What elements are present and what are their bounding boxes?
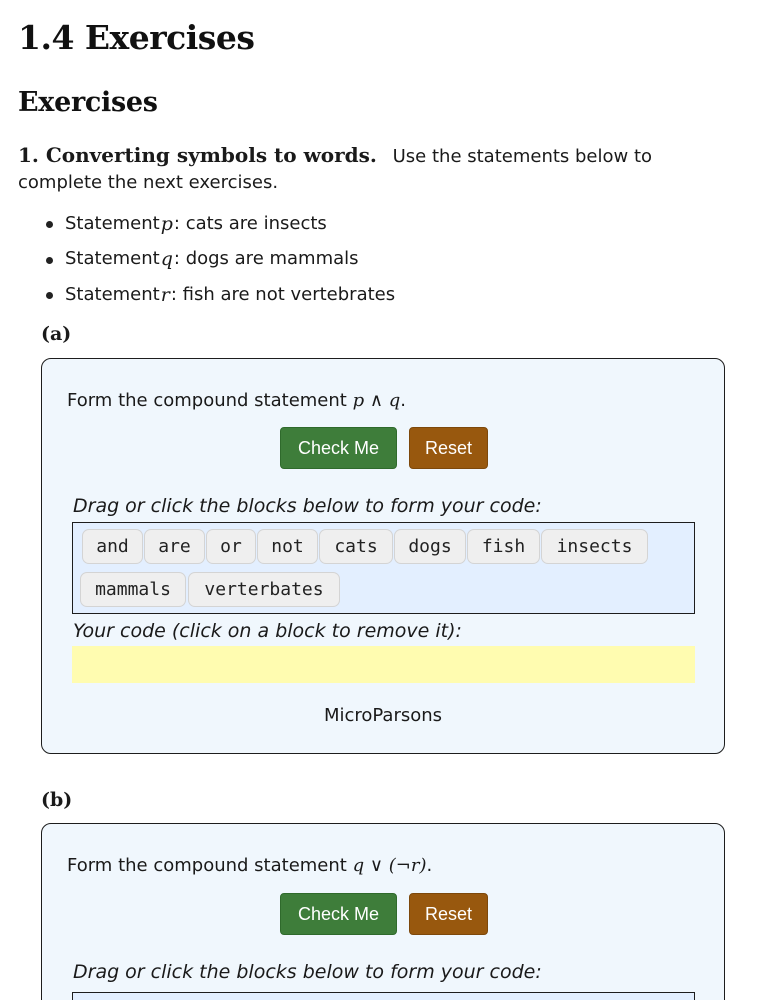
code-block[interactable]: or: [206, 529, 256, 564]
list-item: Statement p : cats are insects: [46, 206, 395, 242]
list-item: Statement r : fish are not vertebrates: [46, 277, 395, 313]
reset-button[interactable]: Reset: [409, 893, 488, 935]
drag-instructions: Drag or click the blocks below to form your code:: [73, 495, 542, 517]
code-block[interactable]: insects: [541, 529, 648, 564]
part-b-label: (b): [41, 789, 73, 811]
part-a-prompt: Form the compound statement p ∧ q.: [67, 390, 406, 411]
block-source-area[interactable]: [72, 992, 695, 1000]
part-b-prompt: Form the compound statement q ∨ (¬r).: [67, 855, 433, 876]
microparsons-card-b: [41, 823, 725, 1000]
code-block[interactable]: fish: [467, 529, 540, 564]
check-me-button[interactable]: Check Me: [280, 427, 397, 469]
microparsons-card-a: [41, 358, 725, 754]
part-a-label: (a): [41, 323, 72, 345]
check-me-button[interactable]: Check Me: [280, 893, 397, 935]
exercise-intro-text: Use the statements below to complete the next exercises.: [18, 146, 653, 193]
bullet-icon: [46, 257, 53, 264]
answer-instructions: Your code (click on a block to remove it):: [73, 620, 462, 642]
code-block[interactable]: dogs: [394, 529, 466, 564]
bullet-icon: [46, 221, 53, 228]
block-source-area[interactable]: [72, 522, 695, 614]
code-block[interactable]: are: [144, 529, 205, 564]
drag-instructions: Drag or click the blocks below to form your code:: [73, 961, 542, 983]
section-heading: Exercises: [18, 87, 158, 118]
code-block[interactable]: cats: [319, 529, 393, 564]
bullet-icon: [46, 292, 53, 299]
code-block[interactable]: and: [82, 529, 143, 564]
exercise-intro: [18, 142, 718, 196]
microparsons-label: MicroParsons: [323, 705, 443, 726]
code-block[interactable]: verterbates: [188, 572, 340, 607]
list-item: Statement q : dogs are mammals: [46, 242, 395, 278]
code-block[interactable]: not: [257, 529, 318, 564]
page-title: 1.4 Exercises: [18, 18, 255, 57]
code-block[interactable]: mammals: [80, 572, 186, 607]
answer-drop-area[interactable]: [72, 646, 695, 683]
exercise-title: 1. Converting symbols to words.: [18, 143, 377, 167]
statement-list: [46, 206, 395, 313]
reset-button[interactable]: Reset: [409, 427, 488, 469]
